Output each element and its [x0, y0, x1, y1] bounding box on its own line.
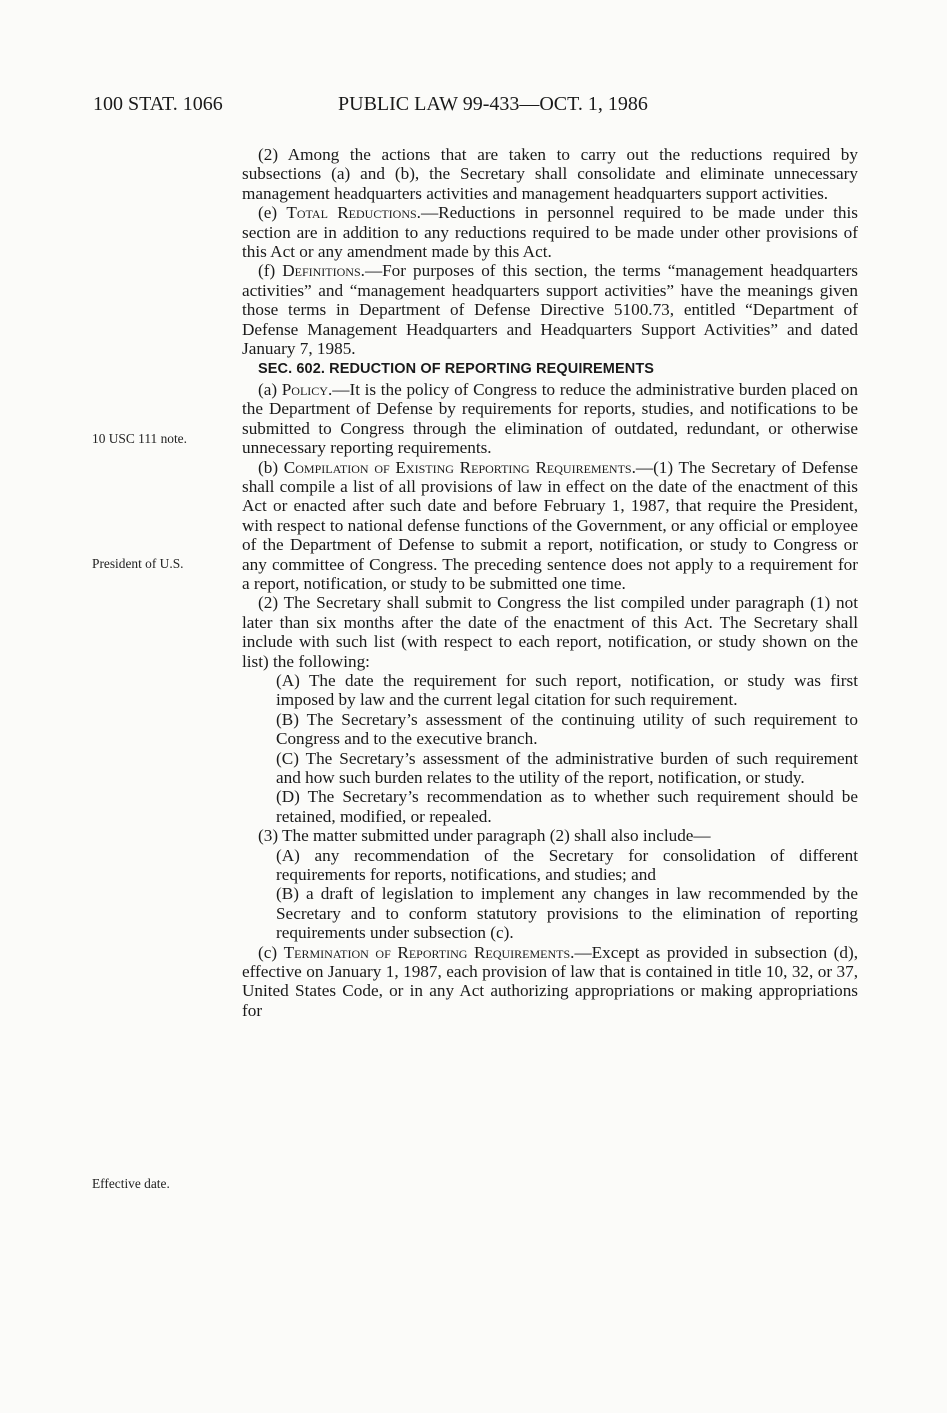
paragraph-b2: (2) The Secretary shall submit to Congress the list compiled under paragraph (1) not later than six months after the date of the enactment of this Act. The Secretary shall include with such list (with respect to each report, notification, or study shown on the list) the following:: [242, 593, 858, 671]
statute-citation: 100 STAT. 1066: [93, 93, 223, 115]
section-heading: SEC. 602. REDUCTION OF REPORTING REQUIREMENTS: [258, 361, 655, 378]
subsection-b: (b) Compilation of Existing Reporting Requirements.—(1) The Secretary of Defense shall compile a list of all provisions of law in effect on the date of the enactment of this Act or enacted after such date and before February 1, 1987, that require the President, with respect to national defense functions of the Government, or any official or employee of the Department of Defense to submit a report, notification, or study to Congress or any committee of Congress. The preceding sentence does not apply to a requirement for a report, notification, or study to be submitted one time.: [242, 457, 859, 593]
paragraph-d2: (2) Among the actions that are taken to carry out the reductions required by subsections (a) and (b), the Secretary shall consolidate and eliminate unnecessary management headquarters activities and management headquarters support activities.: [242, 145, 858, 203]
subsection-heading: Total Reductions.: [286, 203, 421, 223]
margin-note-president: President of U.S.: [92, 556, 184, 571]
clause-b2C: (C) The Secretary’s assessment of the administrative burden of such requirement and how such burden relates to the utility of the report, notification, or study.: [276, 748, 858, 787]
clause-b3B: (B) a draft of legislation to implement any changes in law recommended by the Secretary and to conform statutory provisions to the elimination of reporting requirements under subsection (c).: [276, 884, 858, 943]
clause-b2A: (A) The date the requirement for such report, notification, or study was first imposed by law and the current legal citation for such requirement.: [276, 670, 858, 710]
subsection-c: (c) Termination of Reporting Requirements.—Except as provided in subsection (d), effective on January 1, 1987, each provision of law that is contained in title 10, 32, or 37, United States Code, or in any Act authorizing appropriations or making appropriations for: [242, 942, 858, 1020]
paragraph-b3: (3) The matter submitted under paragraph (2) shall also include—: [258, 826, 711, 846]
subsection-heading: Policy.: [281, 379, 333, 399]
subsection-heading: Termination of Reporting Requirements.: [283, 942, 575, 962]
statute-body: [242, 145, 858, 1020]
clause-b2D: (D) The Secretary’s recommendation as to whether such requirement should be retained, modified, or repealed.: [276, 787, 858, 826]
subsection-f: (f) Definitions.—For purposes of this section, the terms “management headquarters activities” and “management headquarters support activities” have the meanings given those terms in Department of Defense Directive 5100.73, entitled “Department of Defense Management Headquarters and Headquarters Support Activities” and dated January 7, 1985.: [242, 261, 858, 359]
public-law-citation: PUBLIC LAW 99-433—OCT. 1, 1986: [338, 93, 648, 115]
subsection-heading: Definitions.: [282, 261, 365, 281]
subsection-e: (e) Total Reductions.—Reductions in personnel required to be made under this section are in addition to any reductions required to be made under other provisions of this Act or any amendment made by this Act.: [242, 203, 858, 262]
clause-b3A: (A) any recommendation of the Secretary for consolidation of different requirements for reports, notifications, and studies; and: [276, 845, 858, 885]
margin-note-usc: 10 USC 111 note.: [92, 431, 187, 446]
page-header: [93, 93, 883, 119]
margin-note-effective-date: Effective date.: [92, 1176, 170, 1191]
subsection-a: (a) Policy.—It is the policy of Congress to reduce the administrative burden placed on the Department of Defense by requirements for reports, studies, and notifications to be submitted to Congress through the elimination of outdated, redundant, or otherwise unnecessary reporting requirements.: [242, 379, 858, 458]
subsection-heading: Compilation of Existing Reporting Requirements.: [283, 457, 636, 477]
clause-b2B: (B) The Secretary’s assessment of the continuing utility of such requirement to Congress and to the executive branch.: [276, 709, 858, 749]
